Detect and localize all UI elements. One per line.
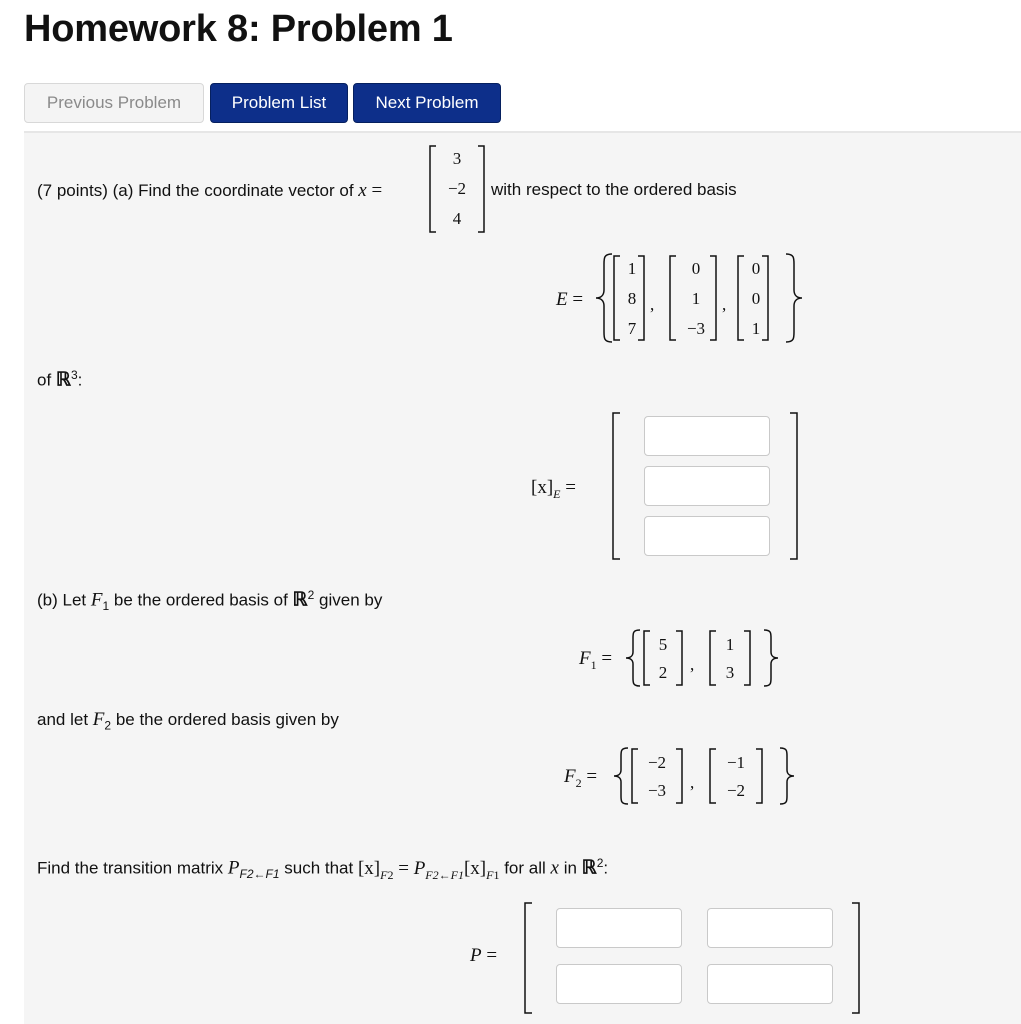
F2-v1-entry-2: −3	[647, 781, 667, 800]
xE-input-1[interactable]	[644, 416, 770, 456]
svg-text:,: ,	[690, 655, 695, 674]
F2-basis-set	[612, 744, 796, 808]
xE-input-2[interactable]	[644, 466, 770, 506]
xE-label: $[x]_E$ =	[531, 477, 576, 501]
F1-v2-entry-1: 1	[725, 635, 735, 654]
next-problem-button[interactable]: Next Problem	[353, 83, 501, 123]
F2-v2-entry-1: −1	[726, 753, 746, 772]
E1-entry-1: 1	[627, 259, 637, 278]
svg-text:,: ,	[722, 295, 727, 314]
E-basis-set	[594, 250, 804, 346]
part-b-intro: (b) Let $F_1$ be the ordered basis of ℝ$^2$ given by	[37, 588, 383, 614]
x-entry-2: −2	[447, 179, 467, 198]
F2-v2-entry-2: −2	[726, 781, 746, 800]
previous-problem-button[interactable]: Previous Problem	[24, 83, 204, 123]
E2-entry-1: 0	[691, 259, 701, 278]
P-input-22[interactable]	[707, 964, 833, 1004]
svg-text:,: ,	[690, 773, 695, 792]
E2-entry-3: −3	[686, 319, 706, 338]
problem-list-button[interactable]: Problem List	[210, 83, 348, 123]
E1-entry-3: 7	[627, 319, 637, 338]
E3-entry-2: 0	[751, 289, 761, 308]
E2-entry-2: 1	[691, 289, 701, 308]
P-input-21[interactable]	[556, 964, 682, 1004]
find-transition-text: Find the transition matrix $P_{F2\leftarrow F1}$ such that $[x]_{F2} = P_{F2\leftarrow F1}[x]_{F1}$ for all x in ℝ$^2$:	[37, 856, 609, 882]
E3-entry-3: 1	[751, 319, 761, 338]
P-input-11[interactable]	[556, 908, 682, 948]
F1-v1-entry-2: 2	[658, 663, 668, 682]
x-vector	[425, 142, 489, 236]
E3-entry-1: 0	[751, 259, 761, 278]
F1-label: $F_1$ =	[579, 648, 613, 672]
F2-v1-entry-1: −2	[647, 753, 667, 772]
E-label: E =	[556, 289, 584, 310]
of-R3: of ℝ$^3$:	[37, 368, 83, 391]
problem-panel	[24, 133, 1021, 1024]
x-entry-1: 3	[452, 149, 462, 168]
wrt-text: with respect to the ordered basis	[491, 180, 737, 199]
svg-text:,: ,	[650, 295, 655, 314]
P-input-12[interactable]	[707, 908, 833, 948]
F1-v2-entry-2: 3	[725, 663, 735, 682]
page-title: Homework 8: Problem 1	[24, 8, 453, 50]
F2-label: $F_2$ =	[564, 766, 598, 790]
E1-entry-2: 8	[627, 289, 637, 308]
F1-basis-set	[624, 626, 780, 690]
xE-input-3[interactable]	[644, 516, 770, 556]
F1-v1-entry-1: 5	[658, 635, 668, 654]
x-entry-3: 4	[452, 209, 462, 228]
P-label: P =	[470, 945, 498, 966]
part-a-intro: (7 points) (a) Find the coordinate vector of x =	[37, 180, 383, 201]
and-let-F2: and let $F_2$ be the ordered basis given by	[37, 709, 339, 733]
